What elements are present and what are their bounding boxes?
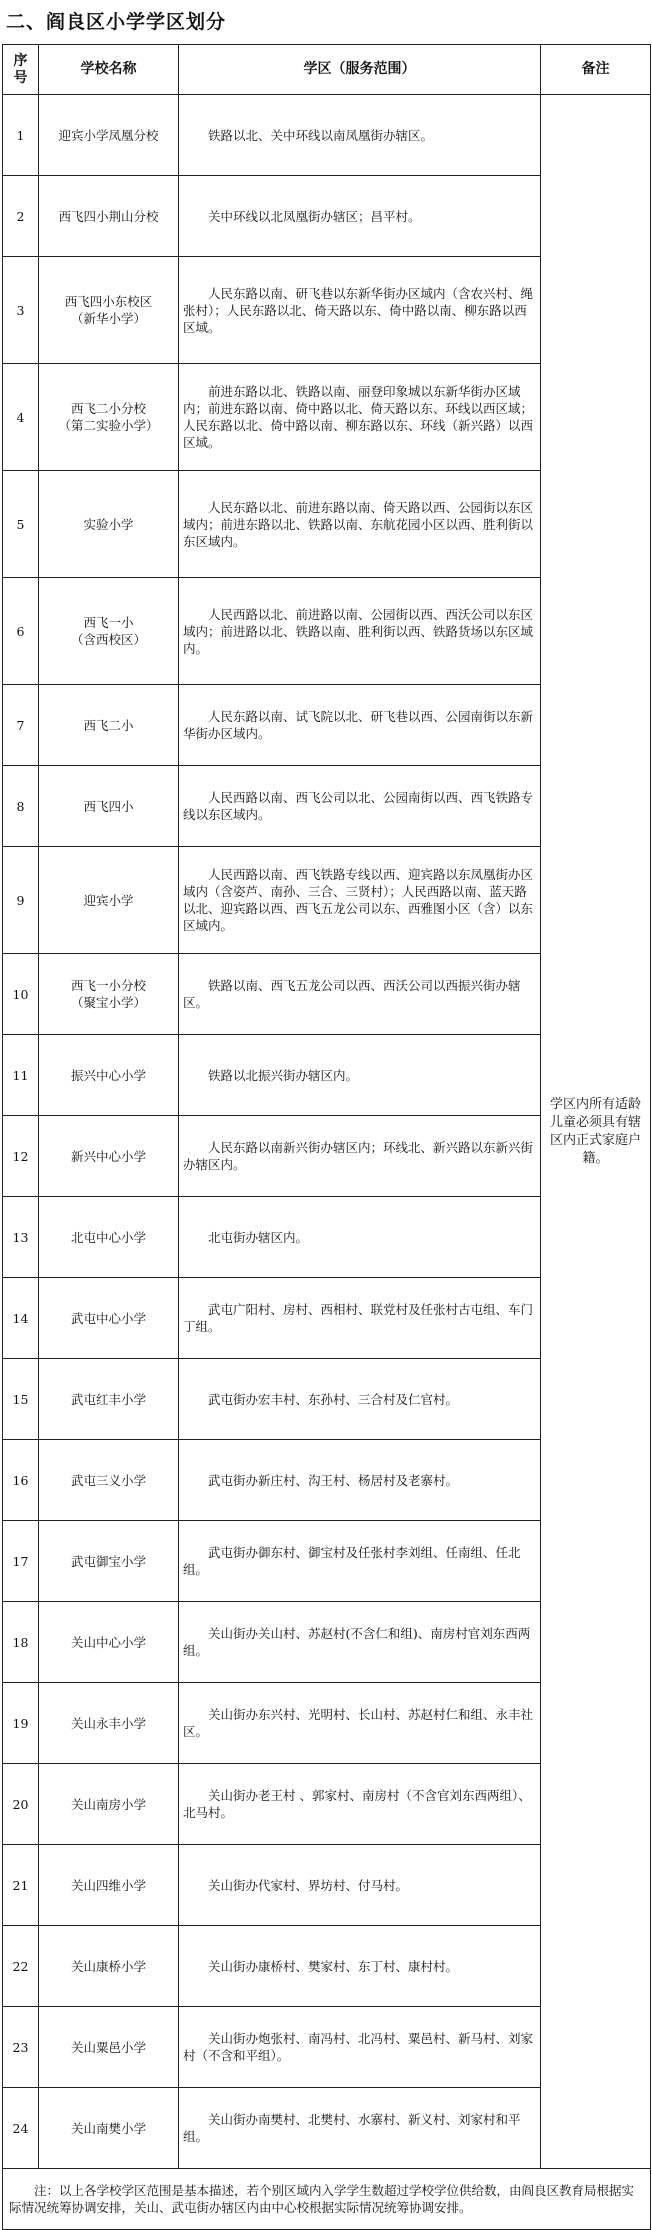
- row-index: 13: [3, 1197, 39, 1278]
- row-index: 17: [3, 1521, 39, 1602]
- district-scope: 人民东路以南、试飞院以北、研飞巷以西、公园南街以东新华街办区域内。: [179, 685, 541, 766]
- row-index: 8: [3, 766, 39, 847]
- header-index: 序号: [3, 45, 39, 95]
- school-name: 西飞二小分校 （第二实验小学）: [39, 364, 179, 471]
- school-name: 西飞四小荆山分校: [39, 176, 179, 257]
- row-index: 6: [3, 578, 39, 685]
- school-name: 西飞四小东校区 （新华小学）: [39, 257, 179, 364]
- row-index: 2: [3, 176, 39, 257]
- district-scope: 人民西路以北、前进路以南、公园街以西、西沃公司以东区域内；前进路以北、铁路以南、胜利街以西、铁路货场以东区域内。: [179, 578, 541, 685]
- school-name: 西飞二小: [39, 685, 179, 766]
- school-name: 北屯中心小学: [39, 1197, 179, 1278]
- school-name: 武屯中心小学: [39, 1278, 179, 1359]
- district-scope: 人民东路以南新兴街办辖区内；环线北、新兴路以东新兴街办辖区内。: [179, 1116, 541, 1197]
- district-scope: 关中环线以北凤凰街办辖区；昌平村。: [179, 176, 541, 257]
- district-scope: 铁路以北、关中环线以南凤凰街办辖区。: [179, 95, 541, 176]
- row-index: 15: [3, 1359, 39, 1440]
- district-scope: 武屯街办御东村、御宝村及任张村李刘组、任南组、任北组。: [179, 1521, 541, 1602]
- row-index: 11: [3, 1035, 39, 1116]
- school-name: 武屯御宝小学: [39, 1521, 179, 1602]
- row-index: 3: [3, 257, 39, 364]
- district-scope: 关山街办南樊村、北樊村、水寨村、新义村、刘家村和平组。: [179, 2088, 541, 2169]
- school-name: 关山粟邑小学: [39, 2007, 179, 2088]
- school-name: 关山永丰小学: [39, 1683, 179, 1764]
- school-name: 西飞一小 （含西校区）: [39, 578, 179, 685]
- row-index: 18: [3, 1602, 39, 1683]
- district-scope: 武屯街办宏丰村、东孙村、三合村及仁官村。: [179, 1359, 541, 1440]
- school-name: 武屯三义小学: [39, 1440, 179, 1521]
- school-name: 实验小学: [39, 471, 179, 578]
- district-scope: 关山街办关山村、苏赵村(不含仁和组)、南房村官刘东西两组。: [179, 1602, 541, 1683]
- school-name: 关山南樊小学: [39, 2088, 179, 2169]
- school-name: 关山南房小学: [39, 1764, 179, 1845]
- header-remark: 备注: [541, 45, 651, 95]
- school-name: 关山中心小学: [39, 1602, 179, 1683]
- school-name: 西飞四小: [39, 766, 179, 847]
- school-district-table: [2, 44, 651, 2230]
- district-scope: 关山街办老王村 、郭家村、南房村（不含官刘东西两组）、北马村。: [179, 1764, 541, 1845]
- row-index: 16: [3, 1440, 39, 1521]
- school-name: 武屯红丰小学: [39, 1359, 179, 1440]
- district-scope: 关山街办康桥村、樊家村、东丁村、康村村。: [179, 1926, 541, 2007]
- row-index: 5: [3, 471, 39, 578]
- row-index: 4: [3, 364, 39, 471]
- row-index: 23: [3, 2007, 39, 2088]
- district-scope: 铁路以南、西飞五龙公司以西、西沃公司以西振兴街办辖区。: [179, 954, 541, 1035]
- district-scope: 北屯街办辖区内。: [179, 1197, 541, 1278]
- district-scope: 前进东路以北、铁路以南、丽登印象城以东新华街办区域内；前进东路以南、倚中路以北、倚天路以东、环线以西区域；人民东路以北、倚中路以南、柳东路以东、环线（新兴路）以西区域。: [179, 364, 541, 471]
- district-scope: 人民东路以南、研飞巷以东新华街办区域内（含农兴村、绳张村）；人民东路以北、倚天路以东、倚中路以南、柳东路以西区域。: [179, 257, 541, 364]
- header-school: 学校名称: [39, 45, 179, 95]
- row-index: 21: [3, 1845, 39, 1926]
- row-index: 22: [3, 1926, 39, 2007]
- district-scope: 武屯街办新庄村、沟王村、杨居村及老寨村。: [179, 1440, 541, 1521]
- school-name: 新兴中心小学: [39, 1116, 179, 1197]
- row-index: 14: [3, 1278, 39, 1359]
- section-title: 二、阎良区小学学区划分: [6, 11, 227, 33]
- table-body: [3, 95, 651, 2230]
- row-index: 24: [3, 2088, 39, 2169]
- district-scope: 关山街办代家村、界坊村、付马村。: [179, 1845, 541, 1926]
- table-header-row: [3, 45, 651, 95]
- row-index: 12: [3, 1116, 39, 1197]
- district-scope: 铁路以北振兴街办辖区内。: [179, 1035, 541, 1116]
- district-scope: 关山街办炮张村、南冯村、北冯村、粟邑村、新马村、刘家村（不含和平组）。: [179, 2007, 541, 2088]
- district-scope: 人民西路以南、西飞铁路专线以西、迎宾路以东凤凰街办区域内（含姿芦、南孙、三合、三贤村）；人民西路以南、蓝天路以北、迎宾路以西、西飞五龙公司以东、西雅图小区（含）以东区域内。: [179, 847, 541, 954]
- district-scope: 人民东路以北、前进东路以南、倚天路以西、公园街以东区域内；前进东路以北、铁路以南、东航花园小区以西、胜利街以东区域内。: [179, 471, 541, 578]
- header-district: 学区（服务范围）: [179, 45, 541, 95]
- district-scope: 关山街办东兴村、光明村、长山村、苏赵村仁和组、永丰社区。: [179, 1683, 541, 1764]
- remark-cell: 学区内所有适龄儿童必须具有辖区内正式家庭户籍。: [541, 95, 651, 2169]
- row-index: 10: [3, 954, 39, 1035]
- row-index: 19: [3, 1683, 39, 1764]
- school-name: 迎宾小学: [39, 847, 179, 954]
- district-scope: 人民西路以南、西飞公司以北、公园南街以西、西飞铁路专线以东区域内。: [179, 766, 541, 847]
- district-scope: 武屯广阳村、房村、西相村、联党村及任张村古屯组、车门丁组。: [179, 1278, 541, 1359]
- school-name: 西飞一小分校 （聚宝小学）: [39, 954, 179, 1035]
- footnote: 注：以上各学校学区范围是基本描述，若个别区域内入学学生数超过学校学位供给数，由阎良区教育局根据实际情况统筹协调安排，关山、武屯街办辖区内由中心校根据实际情况统筹协调安排。: [3, 2169, 651, 2230]
- row-index: 7: [3, 685, 39, 766]
- school-name: 关山康桥小学: [39, 1926, 179, 2007]
- school-name: 关山四维小学: [39, 1845, 179, 1926]
- school-name: 迎宾小学凤凰分校: [39, 95, 179, 176]
- school-name: 振兴中心小学: [39, 1035, 179, 1116]
- row-index: 20: [3, 1764, 39, 1845]
- row-index: 1: [3, 95, 39, 176]
- footnote-row: [3, 2169, 651, 2230]
- row-index: 9: [3, 847, 39, 954]
- table-row: [3, 95, 651, 176]
